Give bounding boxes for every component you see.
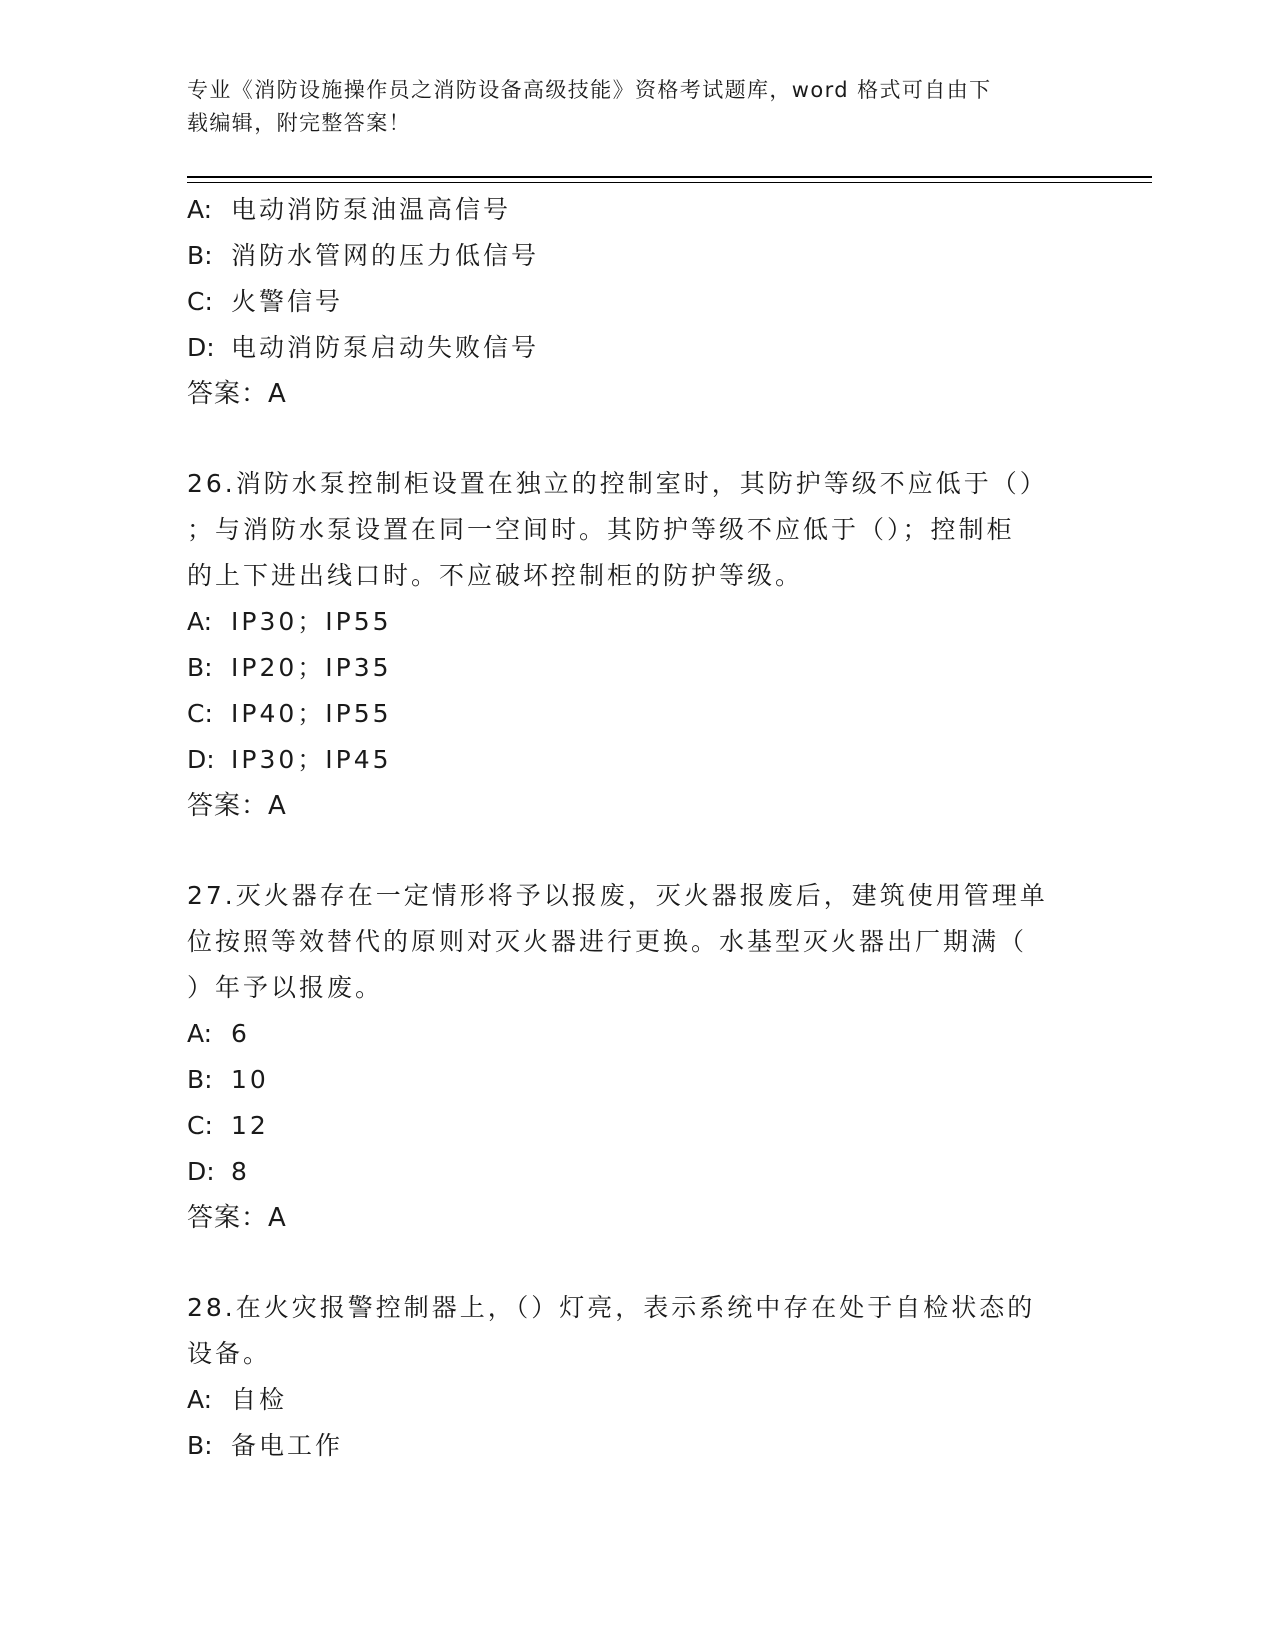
question-text-line: 27.灭火器存在一定情形将予以报废，灭火器报废后，建筑使用管理单	[187, 881, 1048, 910]
option-b: B: 消防水管网的压力低信号	[187, 241, 540, 270]
option-d: D: 8	[187, 1157, 250, 1186]
question-25-block	[187, 187, 1087, 417]
question-list	[187, 187, 1087, 1469]
header-rule-thick	[187, 176, 1152, 178]
option-c: C: 火警信号	[187, 287, 344, 316]
answer: 答案：A	[187, 379, 287, 409]
option-d: D: 电动消防泵启动失败信号	[187, 333, 540, 362]
document-header	[187, 74, 1067, 140]
option-a: A: 自检	[187, 1385, 288, 1414]
option-a: A: 电动消防泵油温高信号	[187, 195, 512, 224]
question-text-line: 位按照等效替代的原则对灭火器进行更换。水基型灭火器出厂期满（	[187, 927, 1028, 956]
option-b: B: IP20；IP35	[187, 653, 392, 682]
question-text-line: 的上下进出线口时。不应破坏控制柜的防护等级。	[187, 561, 804, 590]
option-a: A: IP30；IP55	[187, 607, 392, 636]
option-b: B: 10	[187, 1065, 269, 1094]
question-28-block	[187, 1285, 1087, 1469]
header-line-1: 专业《消防设施操作员之消防设备高级技能》资格考试题库，word 格式可自由下	[187, 78, 992, 102]
spacer	[187, 1241, 1087, 1285]
spacer	[187, 417, 1087, 461]
question-text-line: 26.消防水泵控制柜设置在独立的控制室时，其防护等级不应低于（）	[187, 469, 1048, 498]
option-c: C: 12	[187, 1111, 269, 1140]
answer: 答案：A	[187, 1203, 287, 1233]
header-line-2: 载编辑，附完整答案！	[187, 111, 411, 135]
question-text-line: ）年予以报废。	[187, 973, 384, 1002]
spacer	[187, 829, 1087, 873]
question-26-block	[187, 461, 1087, 829]
question-text-line: 设备。	[187, 1339, 272, 1368]
question-text-line: ；与消防水泵设置在同一空间时。其防护等级不应低于（）；控制柜	[187, 515, 1015, 544]
option-b: B: 备电工作	[187, 1431, 344, 1460]
answer: 答案：A	[187, 791, 287, 821]
option-d: D: IP30；IP45	[187, 745, 392, 774]
question-text-line: 28.在火灾报警控制器上，（）灯亮，表示系统中存在处于自检状态的	[187, 1293, 1036, 1322]
header-rule-thin	[187, 182, 1152, 183]
option-c: C: IP40；IP55	[187, 699, 392, 728]
question-27-block	[187, 873, 1087, 1241]
option-a: A: 6	[187, 1019, 250, 1048]
